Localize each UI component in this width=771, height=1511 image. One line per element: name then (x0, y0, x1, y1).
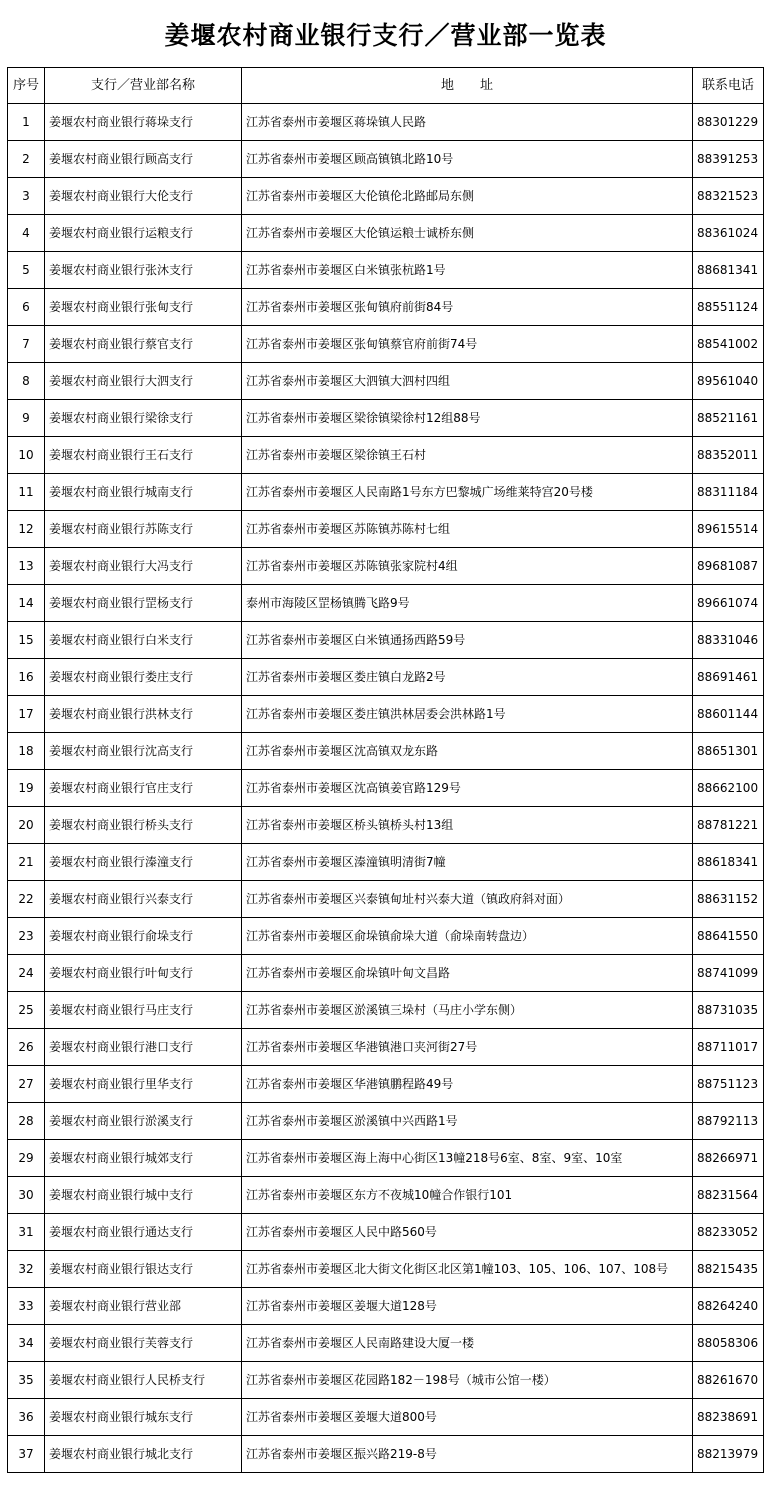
branch-name: 姜堰农村商业银行大伦支行 (45, 178, 242, 215)
branch-phone: 88741099 (693, 955, 764, 992)
table-row (8, 1325, 764, 1362)
table-row (8, 215, 764, 252)
table-row (8, 622, 764, 659)
branch-name: 姜堰农村商业银行叶甸支行 (45, 955, 242, 992)
branch-name: 姜堰农村商业银行城中支行 (45, 1177, 242, 1214)
branch-address: 江苏省泰州市姜堰区大伦镇运粮士诚桥东侧 (242, 215, 693, 252)
branch-name: 姜堰农村商业银行罡杨支行 (45, 585, 242, 622)
row-number: 10 (8, 437, 45, 474)
branch-name: 姜堰农村商业银行城南支行 (45, 474, 242, 511)
branch-phone: 88311184 (693, 474, 764, 511)
branch-name: 姜堰农村商业银行张沐支行 (45, 252, 242, 289)
row-number: 36 (8, 1399, 45, 1436)
table-row (8, 1140, 764, 1177)
branch-address: 江苏省泰州市姜堰区北大街文化街区北区第1幢103、105、106、107、108号 (242, 1251, 693, 1288)
branch-name: 姜堰农村商业银行张甸支行 (45, 289, 242, 326)
table-row (8, 992, 764, 1029)
table-row (8, 474, 764, 511)
branch-phone: 88215435 (693, 1251, 764, 1288)
branch-address: 江苏省泰州市姜堰区姜堰大道800号 (242, 1399, 693, 1436)
branch-phone: 88641550 (693, 918, 764, 955)
row-number: 5 (8, 252, 45, 289)
table-row (8, 918, 764, 955)
row-number: 33 (8, 1288, 45, 1325)
table-row (8, 1214, 764, 1251)
table-row (8, 1177, 764, 1214)
table-row (8, 141, 764, 178)
branch-phone: 88261670 (693, 1362, 764, 1399)
branch-phone: 88662100 (693, 770, 764, 807)
branch-address: 江苏省泰州市姜堰区华港镇鹏程路49号 (242, 1066, 693, 1103)
branch-address: 江苏省泰州市姜堰区蒋垛镇人民路 (242, 104, 693, 141)
branch-name: 姜堰农村商业银行城北支行 (45, 1436, 242, 1473)
branch-address: 江苏省泰州市姜堰区娄庄镇洪林居委会洪林路1号 (242, 696, 693, 733)
branch-address: 江苏省泰州市姜堰区东方不夜城10幢合作银行101 (242, 1177, 693, 1214)
branch-address: 江苏省泰州市姜堰区姜堰大道128号 (242, 1288, 693, 1325)
row-number: 14 (8, 585, 45, 622)
branch-address: 江苏省泰州市姜堰区娄庄镇白龙路2号 (242, 659, 693, 696)
branch-name: 姜堰农村商业银行梁徐支行 (45, 400, 242, 437)
branch-address: 江苏省泰州市姜堰区花园路182－198号（城市公馆一楼） (242, 1362, 693, 1399)
branch-name: 姜堰农村商业银行淤溪支行 (45, 1103, 242, 1140)
branch-phone: 89615514 (693, 511, 764, 548)
branch-name: 姜堰农村商业银行沈高支行 (45, 733, 242, 770)
branch-name: 姜堰农村商业银行城东支行 (45, 1399, 242, 1436)
branch-name: 姜堰农村商业银行里华支行 (45, 1066, 242, 1103)
row-number: 20 (8, 807, 45, 844)
branch-phone: 88751123 (693, 1066, 764, 1103)
row-number: 4 (8, 215, 45, 252)
branch-address: 江苏省泰州市姜堰区人民南路建设大厦一楼 (242, 1325, 693, 1362)
branch-name: 姜堰农村商业银行运粮支行 (45, 215, 242, 252)
row-number: 30 (8, 1177, 45, 1214)
branch-address: 江苏省泰州市姜堰区华港镇港口夹河街27号 (242, 1029, 693, 1066)
branch-phone: 89681087 (693, 548, 764, 585)
branch-phone: 89561040 (693, 363, 764, 400)
row-number: 12 (8, 511, 45, 548)
branch-name: 姜堰农村商业银行人民桥支行 (45, 1362, 242, 1399)
branch-phone: 88601144 (693, 696, 764, 733)
row-number: 31 (8, 1214, 45, 1251)
branch-name: 姜堰农村商业银行大泗支行 (45, 363, 242, 400)
branch-phone: 88321523 (693, 178, 764, 215)
branch-address: 江苏省泰州市姜堰区振兴路219-8号 (242, 1436, 693, 1473)
row-number: 7 (8, 326, 45, 363)
table-row (8, 511, 764, 548)
branch-address: 江苏省泰州市姜堰区淤溪镇中兴西路1号 (242, 1103, 693, 1140)
table-header-row (8, 68, 764, 104)
branch-phone: 88781221 (693, 807, 764, 844)
branch-phone: 88691461 (693, 659, 764, 696)
branch-phone: 88264240 (693, 1288, 764, 1325)
branch-phone: 88231564 (693, 1177, 764, 1214)
branch-address: 江苏省泰州市姜堰区桥头镇桥头村13组 (242, 807, 693, 844)
row-number: 21 (8, 844, 45, 881)
table-row (8, 1362, 764, 1399)
branch-phone: 88651301 (693, 733, 764, 770)
branch-name: 姜堰农村商业银行通达支行 (45, 1214, 242, 1251)
row-number: 27 (8, 1066, 45, 1103)
branch-address: 江苏省泰州市姜堰区溱潼镇明清街7幢 (242, 844, 693, 881)
row-number: 32 (8, 1251, 45, 1288)
table-row (8, 289, 764, 326)
branch-address: 江苏省泰州市姜堰区俞垛镇叶甸文昌路 (242, 955, 693, 992)
branch-phone: 88618341 (693, 844, 764, 881)
branch-address: 江苏省泰州市姜堰区梁徐镇梁徐村12组88号 (242, 400, 693, 437)
branch-name: 姜堰农村商业银行蔡官支行 (45, 326, 242, 363)
table-row (8, 1288, 764, 1325)
row-number: 2 (8, 141, 45, 178)
branch-phone: 88058306 (693, 1325, 764, 1362)
branch-address: 江苏省泰州市姜堰区苏陈镇张家院村4组 (242, 548, 693, 585)
branch-name: 姜堰农村商业银行洪林支行 (45, 696, 242, 733)
branch-name: 姜堰农村商业银行蒋垛支行 (45, 104, 242, 141)
branch-phone: 88792113 (693, 1103, 764, 1140)
branch-phone: 88631152 (693, 881, 764, 918)
branch-name: 姜堰农村商业银行苏陈支行 (45, 511, 242, 548)
table-row (8, 363, 764, 400)
branch-phone: 88681341 (693, 252, 764, 289)
branch-phone: 88731035 (693, 992, 764, 1029)
branch-name: 姜堰农村商业银行营业部 (45, 1288, 242, 1325)
table-row (8, 807, 764, 844)
row-number: 35 (8, 1362, 45, 1399)
row-number: 1 (8, 104, 45, 141)
branch-phone: 89661074 (693, 585, 764, 622)
table-row (8, 1029, 764, 1066)
branch-name: 姜堰农村商业银行芙蓉支行 (45, 1325, 242, 1362)
row-number: 9 (8, 400, 45, 437)
row-number: 17 (8, 696, 45, 733)
branch-name: 姜堰农村商业银行白米支行 (45, 622, 242, 659)
branch-phone: 88238691 (693, 1399, 764, 1436)
branch-address: 江苏省泰州市姜堰区淤溪镇三垛村（马庄小学东侧） (242, 992, 693, 1029)
branch-address: 江苏省泰州市姜堰区白米镇张杭路1号 (242, 252, 693, 289)
branch-address: 江苏省泰州市姜堰区人民南路1号东方巴黎城广场维莱特宫20号楼 (242, 474, 693, 511)
row-number: 16 (8, 659, 45, 696)
table-row (8, 770, 764, 807)
branch-name: 姜堰农村商业银行官庄支行 (45, 770, 242, 807)
table-row (8, 104, 764, 141)
branch-address: 江苏省泰州市姜堰区沈高镇姜官路129号 (242, 770, 693, 807)
branch-address: 江苏省泰州市姜堰区梁徐镇王石村 (242, 437, 693, 474)
table-row (8, 1436, 764, 1473)
row-number: 6 (8, 289, 45, 326)
branch-address: 江苏省泰州市姜堰区白米镇通扬西路59号 (242, 622, 693, 659)
branch-phone: 88233052 (693, 1214, 764, 1251)
branch-address: 江苏省泰州市姜堰区大伦镇伦北路邮局东侧 (242, 178, 693, 215)
branch-name: 姜堰农村商业银行溱潼支行 (45, 844, 242, 881)
branch-name: 姜堰农村商业银行城郊支行 (45, 1140, 242, 1177)
row-number: 11 (8, 474, 45, 511)
header-no: 序号 (8, 68, 45, 104)
branch-name: 姜堰农村商业银行王石支行 (45, 437, 242, 474)
table-row (8, 1103, 764, 1140)
table-row (8, 844, 764, 881)
table-row (8, 696, 764, 733)
branch-name: 姜堰农村商业银行桥头支行 (45, 807, 242, 844)
row-number: 26 (8, 1029, 45, 1066)
branch-name: 姜堰农村商业银行大冯支行 (45, 548, 242, 585)
table-row (8, 1251, 764, 1288)
row-number: 28 (8, 1103, 45, 1140)
branch-phone: 88391253 (693, 141, 764, 178)
branch-phone: 88361024 (693, 215, 764, 252)
branch-name: 姜堰农村商业银行银达支行 (45, 1251, 242, 1288)
branch-phone: 88521161 (693, 400, 764, 437)
branch-address: 江苏省泰州市姜堰区兴泰镇甸址村兴泰大道（镇政府斜对面） (242, 881, 693, 918)
row-number: 24 (8, 955, 45, 992)
row-number: 19 (8, 770, 45, 807)
branch-address: 江苏省泰州市姜堰区张甸镇蔡官府前街74号 (242, 326, 693, 363)
row-number: 13 (8, 548, 45, 585)
header-address: 地 址 (242, 68, 693, 104)
row-number: 3 (8, 178, 45, 215)
branch-address: 江苏省泰州市姜堰区顾高镇镇北路10号 (242, 141, 693, 178)
branch-phone: 88301229 (693, 104, 764, 141)
table-row (8, 881, 764, 918)
row-number: 8 (8, 363, 45, 400)
table-row (8, 1066, 764, 1103)
table-row (8, 585, 764, 622)
row-number: 25 (8, 992, 45, 1029)
branch-phone: 88331046 (693, 622, 764, 659)
branch-phone: 88352011 (693, 437, 764, 474)
branch-name: 姜堰农村商业银行港口支行 (45, 1029, 242, 1066)
table-row (8, 326, 764, 363)
branch-address: 江苏省泰州市姜堰区苏陈镇苏陈村七组 (242, 511, 693, 548)
branch-address: 江苏省泰州市姜堰区海上海中心街区13幢218号6室、8室、9室、10室 (242, 1140, 693, 1177)
row-number: 22 (8, 881, 45, 918)
table-row (8, 1399, 764, 1436)
branch-name: 姜堰农村商业银行兴泰支行 (45, 881, 242, 918)
table-row (8, 548, 764, 585)
row-number: 37 (8, 1436, 45, 1473)
branch-name: 姜堰农村商业银行马庄支行 (45, 992, 242, 1029)
header-name: 支行／营业部名称 (45, 68, 242, 104)
row-number: 18 (8, 733, 45, 770)
branch-phone: 88266971 (693, 1140, 764, 1177)
branch-address: 江苏省泰州市姜堰区人民中路560号 (242, 1214, 693, 1251)
table-row (8, 437, 764, 474)
table-body (8, 104, 764, 1473)
branch-phone: 88541002 (693, 326, 764, 363)
branch-table (7, 67, 764, 1473)
branch-address: 江苏省泰州市姜堰区张甸镇府前街84号 (242, 289, 693, 326)
branch-phone: 88213979 (693, 1436, 764, 1473)
row-number: 29 (8, 1140, 45, 1177)
branch-address: 江苏省泰州市姜堰区俞垛镇俞垛大道（俞垛南转盘边） (242, 918, 693, 955)
row-number: 23 (8, 918, 45, 955)
row-number: 15 (8, 622, 45, 659)
row-number: 34 (8, 1325, 45, 1362)
branch-phone: 88551124 (693, 289, 764, 326)
branch-address: 江苏省泰州市姜堰区沈高镇双龙东路 (242, 733, 693, 770)
table-row (8, 400, 764, 437)
table-row (8, 252, 764, 289)
table-row (8, 178, 764, 215)
branch-name: 姜堰农村商业银行娄庄支行 (45, 659, 242, 696)
branch-address: 泰州市海陵区罡杨镇腾飞路9号 (242, 585, 693, 622)
page-title: 姜堰农村商业银行支行／营业部一览表 (164, 21, 607, 50)
branch-name: 姜堰农村商业银行俞垛支行 (45, 918, 242, 955)
table-row (8, 733, 764, 770)
header-phone: 联系电话 (693, 68, 764, 104)
branch-address: 江苏省泰州市姜堰区大泗镇大泗村四组 (242, 363, 693, 400)
branch-phone: 88711017 (693, 1029, 764, 1066)
table-row (8, 659, 764, 696)
branch-name: 姜堰农村商业银行顾高支行 (45, 141, 242, 178)
table-row (8, 955, 764, 992)
